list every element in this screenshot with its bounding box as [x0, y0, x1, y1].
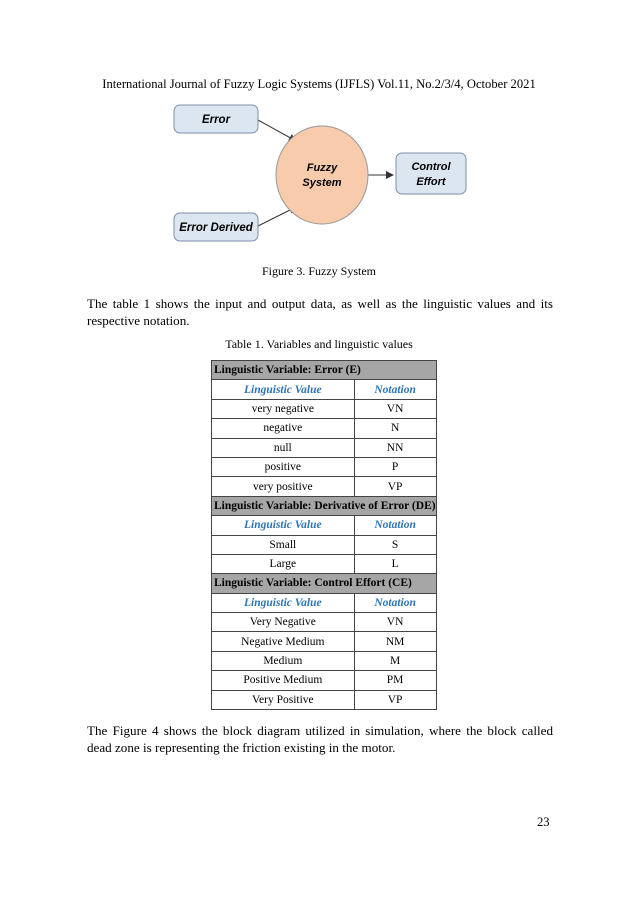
col-header-value: Linguistic Value	[212, 516, 355, 535]
running-header: International Journal of Fuzzy Logic Systems (IJFLS) Vol.11, No.2/3/4, October 2021	[102, 77, 536, 91]
table-row	[212, 399, 437, 418]
error-derived-node-label: Error Derived	[179, 222, 253, 234]
table-row	[212, 613, 437, 632]
variables-table	[211, 360, 437, 710]
cell-notation: N	[354, 419, 436, 438]
cell-value: null	[212, 438, 355, 457]
fuzzy-system-node	[276, 126, 368, 224]
cell-notation: NM	[354, 632, 436, 651]
table-caption: Table 1. Variables and linguistic values	[225, 337, 413, 351]
table-row	[212, 477, 437, 496]
control-effort-label-line1: Control	[411, 161, 451, 173]
cell-notation: P	[354, 457, 436, 476]
closing-paragraph: The Figure 4 shows the block diagram utilized in simulation, where the block called dead zone is representing the friction existing in the motor.	[87, 723, 553, 755]
table-row	[212, 438, 437, 457]
cell-notation: S	[354, 535, 436, 554]
table-header-row	[212, 593, 437, 612]
cell-value: Large	[212, 554, 355, 573]
cell-value: Negative Medium	[212, 632, 355, 651]
section-title-derivative: Linguistic Variable: Derivative of Error (DE)	[212, 496, 437, 515]
fuzzy-system-diagram	[0, 95, 638, 255]
page-number: 23	[537, 815, 550, 829]
cell-notation: VN	[354, 399, 436, 418]
table-row	[212, 651, 437, 670]
error-node-label: Error	[201, 114, 231, 126]
table-section-row	[212, 574, 437, 593]
cell-value: Very Positive	[212, 690, 355, 709]
section-title-error: Linguistic Variable: Error (E)	[212, 361, 437, 380]
cell-notation: VN	[354, 613, 436, 632]
fuzzy-system-label-line2: System	[302, 177, 342, 189]
col-header-value: Linguistic Value	[212, 593, 355, 612]
table-row	[212, 457, 437, 476]
cell-value: very positive	[212, 477, 355, 496]
cell-notation: L	[354, 554, 436, 573]
table-row	[212, 671, 437, 690]
table-row	[212, 690, 437, 709]
cell-value: Positive Medium	[212, 671, 355, 690]
col-header-notation: Notation	[354, 516, 436, 535]
table-header-row	[212, 516, 437, 535]
cell-value: Very Negative	[212, 613, 355, 632]
table-row	[212, 554, 437, 573]
fuzzy-system-label-line1: Fuzzy	[306, 162, 338, 174]
cell-notation: PM	[354, 671, 436, 690]
control-effort-label-line2: Effort	[416, 176, 446, 188]
cell-notation: VP	[354, 477, 436, 496]
section-title-control-effort: Linguistic Variable: Control Effort (CE)	[212, 574, 437, 593]
cell-value: very negative	[212, 399, 355, 418]
table-row	[212, 419, 437, 438]
cell-notation: M	[354, 651, 436, 670]
col-header-notation: Notation	[354, 380, 436, 399]
error-arrow	[258, 120, 296, 141]
cell-notation: VP	[354, 690, 436, 709]
figure-caption: Figure 3. Fuzzy System	[262, 264, 376, 278]
table-row	[212, 535, 437, 554]
intro-paragraph: The table 1 shows the input and output data, as well as the linguistic values and its respective notation.	[87, 296, 553, 328]
cell-value: Medium	[212, 651, 355, 670]
table-section-row	[212, 496, 437, 515]
table-section-row	[212, 361, 437, 380]
cell-value: Small	[212, 535, 355, 554]
table-header-row	[212, 380, 437, 399]
col-header-notation: Notation	[354, 593, 436, 612]
table-row	[212, 632, 437, 651]
cell-value: negative	[212, 419, 355, 438]
cell-value: positive	[212, 457, 355, 476]
cell-notation: NN	[354, 438, 436, 457]
col-header-value: Linguistic Value	[212, 380, 355, 399]
